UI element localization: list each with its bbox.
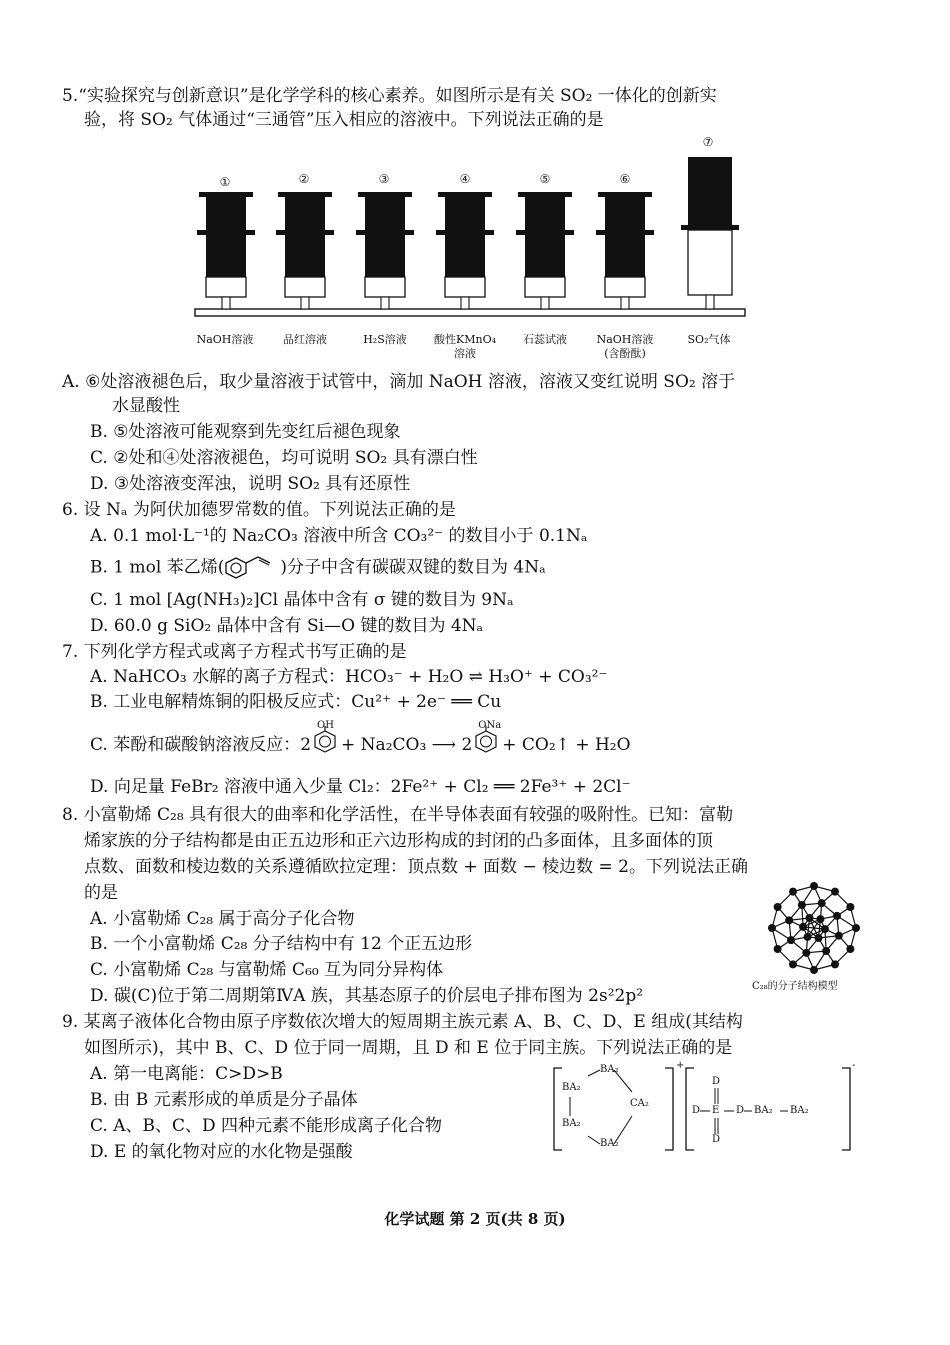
c28-atom	[846, 945, 854, 953]
q5-option-d: D. ③处溶液变浑浊，说明 SO₂ 具有还原性	[90, 474, 411, 494]
syringe-7-needle	[706, 295, 714, 309]
anion-charge: -	[852, 1060, 856, 1071]
syringe-6-plunger	[605, 195, 645, 231]
c28-atom	[774, 945, 782, 953]
syringe-6-flange	[596, 230, 654, 235]
q9-option-d: D. E 的氧化物对应的水化物是强酸	[90, 1142, 353, 1162]
c28-atom	[835, 932, 843, 940]
ca2-right: CA₂	[630, 1098, 649, 1109]
c28-atom	[789, 960, 797, 968]
syringe-2-cap	[278, 192, 332, 197]
syringe-4-number: ④	[459, 172, 471, 186]
c28-atom	[822, 947, 830, 955]
q9-option-b: B. 由 B 元素形成的单质是分子晶体	[90, 1090, 358, 1110]
syringe-4-label: 酸性KMnO₄	[434, 333, 496, 346]
c28-atom	[821, 925, 829, 933]
syringe-6-liquid	[605, 277, 645, 297]
syringe-6-label-line2: (含酚酞)	[604, 347, 646, 360]
syringe-5-plunger	[525, 195, 565, 231]
anion-e-center: E	[712, 1105, 720, 1116]
syringe-2-barrel-dark	[285, 235, 325, 277]
q8-option-d: D. 碳(C)位于第二周期第ⅣA 族，其基态原子的价层电子排布图为 2s²2p²	[90, 986, 644, 1006]
q9-stem-line2: 如图所示)，其中 B、C、D 位于同一周期，且 D 和 E 位于同主族。下列说法正确的是	[84, 1038, 733, 1058]
q7-stem: 7. 下列化学方程式或离子方程式书写正确的是	[62, 642, 407, 662]
syringe-2-plunger	[285, 195, 325, 231]
syringe-apparatus-drawing	[190, 135, 750, 325]
q6-option-b	[90, 555, 546, 581]
c28-atom	[852, 924, 860, 932]
anion-ba2-2: BA₂	[790, 1105, 809, 1116]
syringe-1-plunger	[206, 195, 246, 231]
anion-d-top: D	[712, 1076, 721, 1087]
syringe-6-number: ⑥	[619, 172, 631, 186]
syringe-apparatus-figure	[190, 135, 750, 365]
syringe-1-liquid	[206, 277, 246, 297]
ba2-left-upper: BA₂	[562, 1082, 581, 1093]
syringe-4-plunger	[445, 195, 485, 231]
syringe-3-barrel-dark	[365, 235, 405, 277]
syringe-4-liquid	[445, 277, 485, 297]
syringe-3-cap	[358, 192, 412, 197]
syringe-4-label-line2: 溶液	[454, 347, 476, 360]
c28-atom	[785, 916, 793, 924]
c28-atom	[831, 888, 839, 896]
c28-atom	[810, 882, 818, 890]
syringe-3-flange	[356, 230, 414, 235]
q6-option-d: D. 60.0 g SiO₂ 晶体中含有 Si—O 键的数目为 4Nₐ	[90, 616, 484, 636]
syringe-2-needle	[301, 297, 309, 309]
syringe-2-number: ②	[298, 172, 310, 186]
q9-option-a: A. 第一电离能：C>D>B	[90, 1064, 283, 1084]
q6-option-c: C. 1 mol [Ag(NH₃)₂]Cl 晶体中含有 σ 键的数目为 9Nₐ	[90, 590, 514, 610]
c28-atom	[846, 903, 854, 911]
styrene-structure-icon	[224, 555, 280, 581]
c28-atom	[799, 923, 807, 931]
syringe-1-needle	[222, 297, 230, 309]
q5-stem-line2: 验，将 SO₂ 气体通过“三通管”压入相应的溶液中。下列说法正确的是	[84, 110, 604, 130]
q5-option-b: B. ⑤处溶液可能观察到先变红后褪色现象	[90, 422, 401, 442]
q6-stem: 6. 设 Nₐ 为阿伏加德罗常数的值。下列说法正确的是	[62, 500, 456, 520]
q9-stem-line1: 9. 某离子液体化合物由原子序数依次增大的短周期主族元素 A、B、C、D、E 组成(其结构	[62, 1012, 743, 1032]
syringe-7-flange	[681, 225, 739, 230]
c28-atom	[833, 912, 841, 920]
q7-option-a: A. NaHCO₃ 水解的离子方程式：HCO₃⁻ + H₂O ⇌ H₃O⁺ + CO₃²⁻	[90, 667, 608, 687]
c28-atom	[810, 966, 818, 974]
c28-atom	[802, 949, 810, 957]
syringe-5-cap	[518, 192, 572, 197]
syringe-4-flange	[436, 230, 494, 235]
benzene-ring-icon	[472, 726, 502, 756]
q8-stem-line4: 的是	[84, 883, 118, 903]
c28-atom	[768, 924, 776, 932]
syringe-6-needle	[621, 297, 629, 309]
syringe-3-number: ③	[378, 172, 390, 186]
syringe-7-barrel	[688, 230, 732, 295]
syringe-7-plunger	[688, 157, 732, 227]
anion-d-left: D	[692, 1105, 701, 1116]
syringe-1-flange	[197, 230, 255, 235]
c28-atom	[818, 899, 826, 907]
syringe-3-needle	[381, 297, 389, 309]
syringe-5-flange	[516, 230, 574, 235]
q5-stem-line1: 5.“实验探究与创新意识”是化学学科的核心素养。如图所示是有关 SO₂ 一体化的创新实	[62, 86, 717, 106]
q7-option-c	[90, 719, 631, 757]
q9-option-c: C. A、B、C、D 四种元素不能形成离子化合物	[90, 1116, 443, 1136]
q5-option-c: C. ②处和④处溶液褪色，均可说明 SO₂ 具有漂白性	[90, 448, 478, 468]
syringe-1-label: NaOH溶液	[196, 333, 254, 346]
q8-option-b: B. 一个小富勒烯 C₂₈ 分子结构中有 12 个正五边形	[90, 934, 473, 954]
q8-stem-line1: 8. 小富勒烯 C₂₈ 具有很大的曲率和化学活性，在半导体表面有较强的吸附性。已知：富勒	[62, 805, 734, 825]
c28-molecule-model-icon	[764, 880, 864, 976]
q7-option-c-part3: + CO₂↑ + H₂O	[502, 735, 631, 755]
page-footer: 化学试题 第 2 页(共 8 页)	[384, 1210, 566, 1228]
c28-atom	[815, 934, 823, 942]
syringe-2-liquid	[285, 277, 325, 297]
syringe-5-barrel-dark	[525, 235, 565, 277]
c28-atom	[805, 914, 813, 922]
syringe-2-flange	[276, 230, 334, 235]
syringe-6-label: NaOH溶液	[596, 333, 654, 346]
syringe-4-needle	[461, 297, 469, 309]
cation-charge: +	[676, 1060, 685, 1071]
q5-option-a-line1: A. ⑥处溶液褪色后，取少量溶液于试管中，滴加 NaOH 溶液，溶液又变红说明 SO₂ 溶于	[62, 372, 736, 392]
syringe-2-label: 品红溶液	[283, 333, 327, 346]
q8-option-a: A. 小富勒烯 C₂₈ 属于高分子化合物	[90, 909, 355, 929]
three-way-tube	[195, 309, 745, 316]
ionic-liquid-bracket-drawing	[552, 1064, 862, 1156]
syringe-5-label: 石蕊试液	[523, 333, 567, 346]
anion-d-right: D	[736, 1105, 745, 1116]
c28-model-caption: C₂₈的分子结构模型	[752, 981, 838, 992]
syringe-1-cap	[199, 192, 253, 197]
q8-option-c: C. 小富勒烯 C₂₈ 与富勒烯 C₆₀ 互为同分异构体	[90, 960, 444, 980]
c28-atom	[774, 903, 782, 911]
q7-option-b: B. 工业电解精炼铜的阳极反应式：Cu²⁺ + 2e⁻ ══ Cu	[90, 692, 502, 712]
ionic-liquid-structure-figure	[552, 1060, 862, 1156]
q7-option-d: D. 向足量 FeBr₂ 溶液中通入少量 Cl₂：2Fe²⁺ + Cl₂ ══ 2Fe³⁺ + 2Cl⁻	[90, 777, 631, 797]
syringe-4-barrel-dark	[445, 235, 485, 277]
c28-atom	[789, 888, 797, 896]
phenoxide-ona-label: ONa	[478, 719, 502, 731]
q6-option-b-suffix: )分子中含有碳碳双键的数目为 4Nₐ	[280, 557, 546, 578]
syringe-7-number: ⑦	[702, 135, 714, 149]
syringe-4-cap	[438, 192, 492, 197]
c28-atom	[816, 915, 824, 923]
ba2-top: BA₂	[600, 1064, 619, 1075]
q5-option-a-line2: 水显酸性	[112, 396, 180, 416]
syringe-1-number: ①	[219, 175, 231, 189]
c28-atom	[804, 933, 812, 941]
benzene-ring-icon	[311, 726, 341, 756]
syringe-6-cap	[598, 192, 652, 197]
anion-d-bottom: D	[712, 1134, 721, 1145]
q6-option-a: A. 0.1 mol·L⁻¹的 Na₂CO₃ 溶液中所含 CO₃²⁻ 的数目小于 0.1Nₐ	[90, 526, 588, 546]
syringe-7-label: SO₂气体	[687, 333, 731, 346]
syringe-3-plunger	[365, 195, 405, 231]
syringe-6-barrel-dark	[605, 235, 645, 277]
syringe-5-liquid	[525, 277, 565, 297]
syringe-5-needle	[541, 297, 549, 309]
syringe-5-number: ⑤	[539, 172, 551, 186]
syringe-1-barrel-dark	[206, 235, 246, 277]
syringe-3-liquid	[365, 277, 405, 297]
ba2-left-lower: BA₂	[562, 1118, 581, 1129]
c28-atom	[831, 960, 839, 968]
ba2-bottom: BA₂	[600, 1138, 619, 1149]
syringe-3-label: H₂S溶液	[363, 333, 407, 346]
q7-option-c-part1: C. 苯酚和碳酸钠溶液反应：2	[90, 735, 312, 755]
q8-stem-line3: 点数、面数和棱边数的关系遵循欧拉定理：顶点数 + 面数 − 棱边数 = 2。下列说法正确	[84, 857, 748, 877]
q8-stem-line2: 烯家族的分子结构都是由正五边形和正六边形构成的封闭的凸多面体，且多面体的顶	[84, 831, 713, 851]
c28-atom	[798, 901, 806, 909]
q7-option-c-part2: + Na₂CO₃ ⟶ 2	[341, 735, 473, 755]
phenol-structure	[311, 719, 341, 756]
sodium-phenoxide-structure	[472, 719, 502, 756]
anion-ba2-1: BA₂	[754, 1105, 773, 1116]
c28-atom	[787, 936, 795, 944]
q6-option-b-prefix: B. 1 mol 苯乙烯(	[90, 557, 225, 578]
phenol-oh-label: OH	[317, 719, 334, 731]
